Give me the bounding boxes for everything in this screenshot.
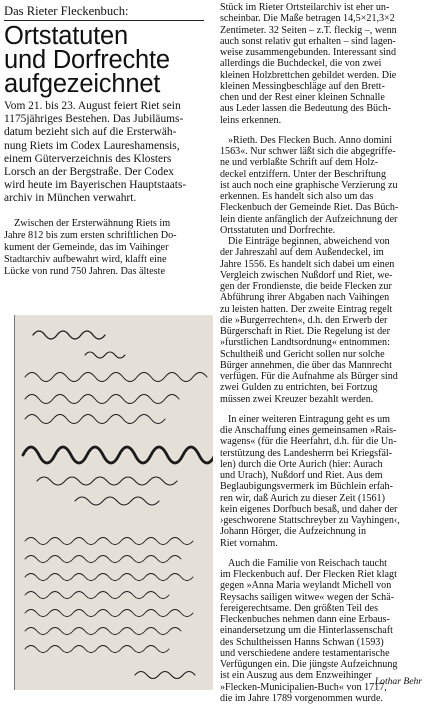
article-lead (4, 100, 214, 206)
body-line: die im Jahre 1789 vorgenommen wurde. (220, 692, 383, 704)
body-line: »Rieth. Des Flecken Buch. Anno domini (228, 134, 393, 146)
body-line: Stück im Rieter Ortsteilarchiv ist eher un- (220, 2, 390, 13)
handwriting-image (15, 315, 213, 690)
body-line: Zwischen der Ersterwähnung Riets im (14, 218, 171, 229)
body-line: Bürgerschaft in Riet. Die Regelung ist der (220, 326, 390, 337)
body-line: kein eigenes Dorfbuch besaß, und daher der (220, 503, 398, 515)
body-line: zu leisten hatten. Der zweite Eintrag regelt (220, 303, 393, 315)
body-line: Jahre 812 bis zum ersten schriftlichen Do- (4, 230, 177, 242)
body-line: Auch die Familie von Reischach taucht (228, 557, 387, 569)
body-line: ›geschworene Stattschreyber zu Vayhingen‹, (220, 515, 400, 526)
body-line: im Fleckenbuch auf. Der Flecken Riet klagt (220, 569, 397, 580)
body-line: müssen zwei Kreuzer bezahlt werden. (220, 393, 374, 405)
body-line: »furstlichen Landtsordnung« entnommen: (220, 337, 390, 349)
headline-line: Ortstatuten (4, 22, 128, 50)
body-line: zwei Gulden zu entrichten, bei Fortzug (220, 382, 378, 394)
article-body-right (220, 2, 425, 704)
body-line: wagens« (für die Heerfahrt, d.h. für die Un- (220, 436, 397, 448)
lead-line: Vom 21. bis 23. August feiert Riet sein (4, 100, 181, 112)
body-line: ist ein Auszug aus dem Enzweihinger (220, 670, 372, 682)
lead-line: 1175jähriges Bestehen. Das Jubiläums- (4, 113, 184, 126)
body-line: In einer weiteren Eintragung geht es um (228, 413, 391, 425)
body-line: gegen »Anna Maria weylandt Michell von (220, 580, 392, 592)
author-byline: Lothar Behr (374, 676, 422, 687)
lead-line: wird heute im Bayerischen Hauptstaats- (4, 179, 187, 192)
body-line: Zentimeter. 32 Seiten – z.T. fleckig –, wenn (220, 24, 397, 36)
article-headline (4, 24, 218, 96)
body-line: und verschiedene andere testamentarische (220, 647, 390, 659)
body-line: des Schultheissen Hanns Schwan (1593) (220, 636, 384, 648)
body-line: Beglaubigungsvermerk im Büchlein erfah- (220, 481, 393, 493)
body-line: lein diente anfänglich der Aufzeichnung der (220, 213, 398, 225)
manuscript-photo (14, 315, 213, 690)
body-line: die Anschaffung eines gemeinsamen »Rais- (220, 425, 397, 436)
headline-line: und Dorfrechte (4, 46, 170, 74)
body-line: kleinen Messingbeschläge auf den Brett- (220, 80, 385, 92)
body-line: Reysachs sailigen witwe« wegen der Schä- (220, 591, 395, 603)
body-line: terstützung des Landesherrn bei Kriegsfäl- (220, 447, 393, 459)
body-line: fereigerechtsame. Den größten Teil des (220, 602, 379, 614)
body-line: kument der Gemeinde, das im Vaihinger (4, 242, 169, 254)
body-line: die »Burgerrechten«, d.h. den Erwerb der (220, 314, 388, 326)
body-line: der Jahreszahl auf dem Außendeckel, im (220, 247, 384, 259)
body-line: Die Einträge beginnen, abweichend von (228, 236, 390, 247)
lead-line: datum bezieht sich auf die Ersterwäh- (4, 126, 177, 139)
body-line: Abführung ihrer Abgaben nach Vaihingen (220, 292, 390, 304)
body-line: Vergleich zwischen Nußdorf und Riet, we- (220, 269, 393, 281)
lead-line: archiv in München verwahrt. (4, 192, 137, 205)
lead-line: einem Güterverzeichnis des Klosters (4, 152, 172, 165)
body-line: verfügen. Für die Aufnahme als Bürger sind (220, 371, 398, 382)
lead-line: nung Riets im Codex Laureshamensis, (4, 139, 180, 152)
body-line: Johann Hörger, die Aufzeichnung in (220, 526, 367, 538)
body-line: Schultheiß und Gericht sollen nur solche (220, 348, 385, 360)
body-line: weise zusammengebunden. Interessant sind (220, 47, 397, 58)
body-line: chen und der Rest einer kleinen Schnalle (220, 92, 385, 103)
body-line: Fleckenbuches nehmen dann eine Erbaus- (220, 614, 390, 625)
body-line: Riet vornahm. (220, 537, 278, 549)
body-line: Fleckenbuch der Gemeinde Riet. Das Büch- (220, 202, 399, 214)
article-body-left (4, 218, 214, 278)
body-line: 1563«. Nur schwer läßt sich die abgegriffe- (220, 146, 396, 157)
body-line: leins erkennen. (220, 114, 282, 126)
body-line: gen der Frondienste, die beide Flecken zur (220, 281, 392, 292)
body-line: und Urach), Nußdorf und Riet. Aus dem (220, 470, 383, 481)
body-line: ne und verblaßte Schrift auf dem Holz- (220, 157, 379, 169)
body-line: einandersetzung um die Hinterlassenschaft (220, 625, 393, 637)
body-line: len) durch die Orte Aurich (hier: Aurach (220, 458, 383, 470)
headline-line: aufgezeichnet (4, 70, 161, 98)
body-line: scheinbar. Die Maße betragen 14,5×21,3×2 (220, 13, 395, 25)
body-line: »Flecken-Municipalien-Buch« von 1717, (220, 681, 387, 693)
body-line: Lücke von rund 750 Jahren. Das älteste (4, 266, 165, 278)
body-line: Stadtarchiv aufbewahrt wird, klafft eine (4, 254, 167, 266)
article-kicker: Das Rieter Fleckenbuch: (4, 3, 204, 21)
body-line: auch sonst relativ gut erhalten – sind lagen- (220, 35, 396, 47)
body-line: Ortsstatuten und Dorfrechte. (220, 224, 336, 236)
body-line: Verfügungen ein. Die jüngste Aufzeichnung (220, 659, 398, 670)
body-line: erkennen. Es handelt sich also um das (220, 191, 374, 202)
body-line: allerdings die Buchdeckel, die von zwei (220, 58, 382, 70)
body-line: ist auch noch eine graphische Verzierung zu (220, 179, 398, 191)
body-line: deckel entziffern. Unter der Beschriftung (220, 168, 387, 180)
body-line: Jahre 1556. Es handelt sich dabei um einen (220, 258, 395, 270)
body-line: kleinen Holzbrettchen gebildet werden. Die (220, 69, 397, 81)
body-line: Bürger annehmen, die über das Mannrecht (220, 359, 392, 371)
body-line: ren wir, daß Aurich zu dieser Zeit (1561) (220, 492, 385, 504)
lead-line: Lorsch an der Bergstraße. Der Codex (4, 166, 174, 179)
body-line: aus Leder lassen die Bedeutung des Büch- (220, 103, 391, 115)
